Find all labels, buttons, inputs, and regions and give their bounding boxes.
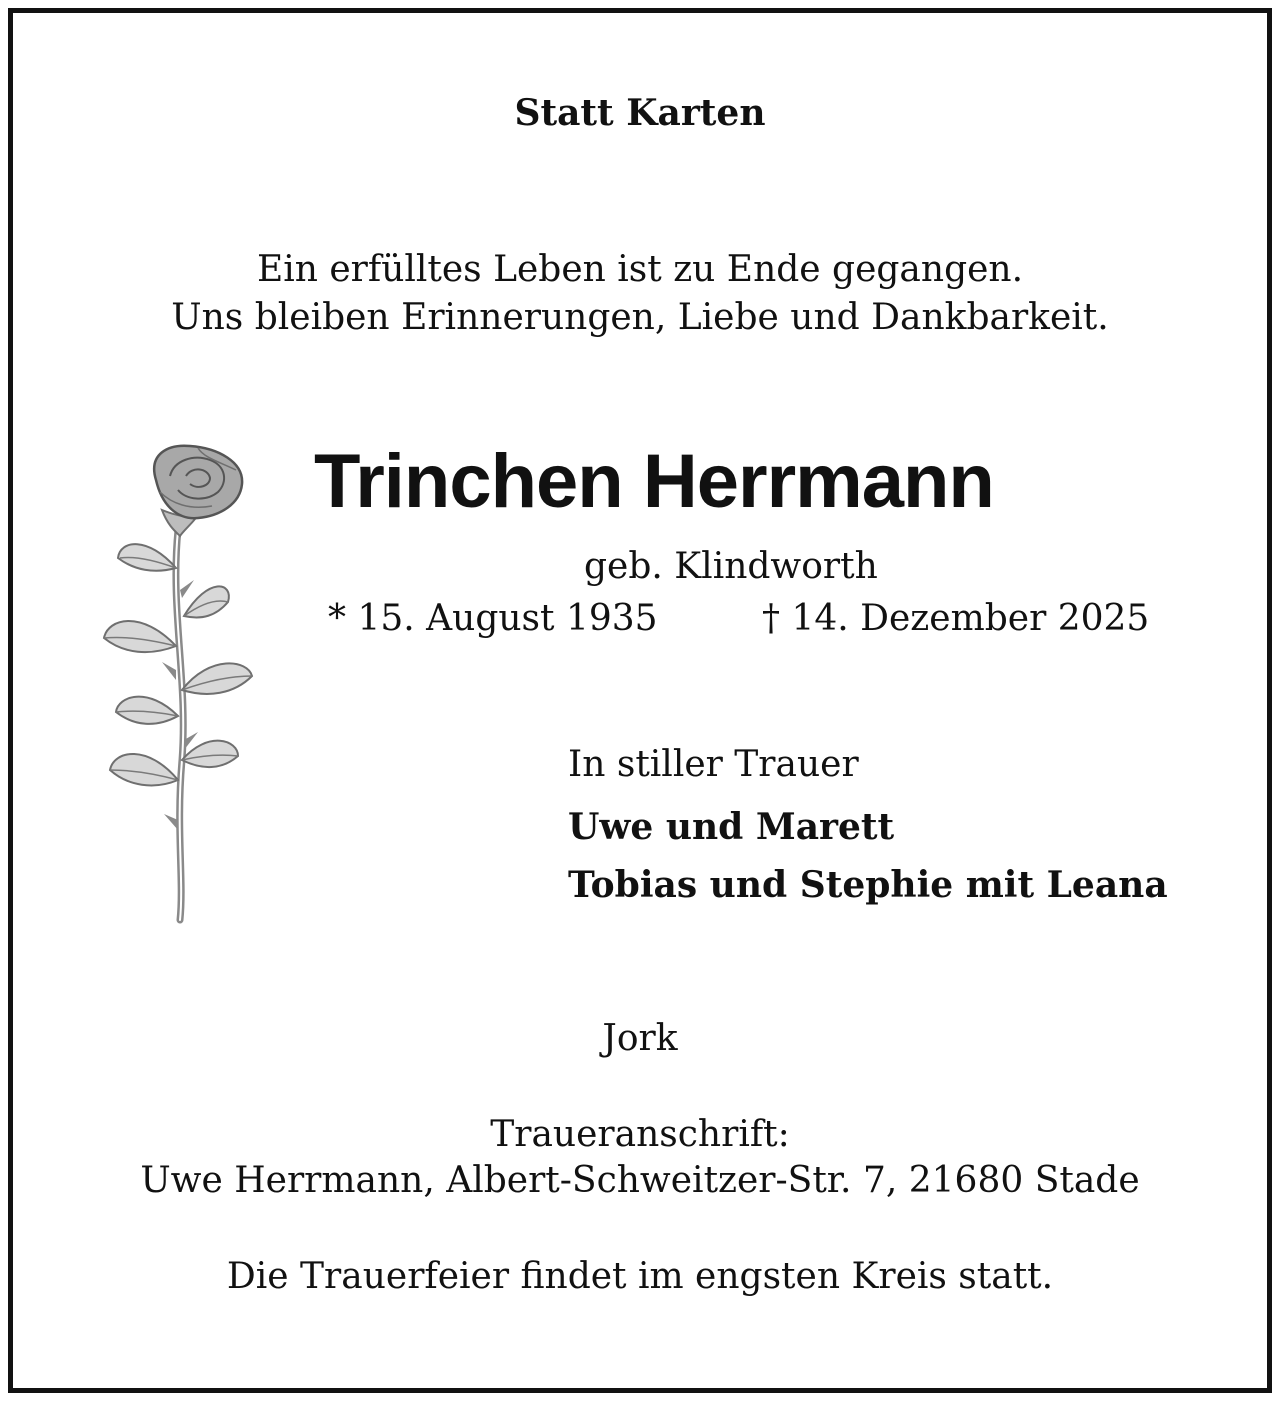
ceremony-note: Die Trauerfeier findet im engsten Kreis statt. xyxy=(226,1256,1054,1297)
birth-name: geb. Klindworth xyxy=(584,546,878,587)
motto-line-2: Uns bleiben Erinnerungen, Liebe und Dankbarkeit. xyxy=(171,297,1109,338)
rose-icon xyxy=(98,440,264,936)
death-date: † 14. Dezember 2025 xyxy=(762,598,1150,639)
address-label: Traueranschrift: xyxy=(490,1114,790,1155)
mourner-line-2: Tobias und Stephie mit Leana xyxy=(568,864,1168,906)
header-statt-karten: Statt Karten xyxy=(514,92,766,134)
address-value: Uwe Herrmann, Albert-Schweitzer-Str. 7, 21680 Stade xyxy=(140,1160,1140,1201)
mourning-intro: In stiller Trauer xyxy=(568,744,859,785)
mourner-line-1: Uwe und Marett xyxy=(568,806,895,848)
birth-date: * 15. August 1935 xyxy=(328,598,658,639)
deceased-name: Trinchen Herrmann xyxy=(314,439,994,524)
motto-line-1: Ein erfülltes Leben ist zu Ende gegangen. xyxy=(256,249,1024,290)
place-name: Jork xyxy=(602,1018,678,1059)
motto xyxy=(0,246,1280,342)
